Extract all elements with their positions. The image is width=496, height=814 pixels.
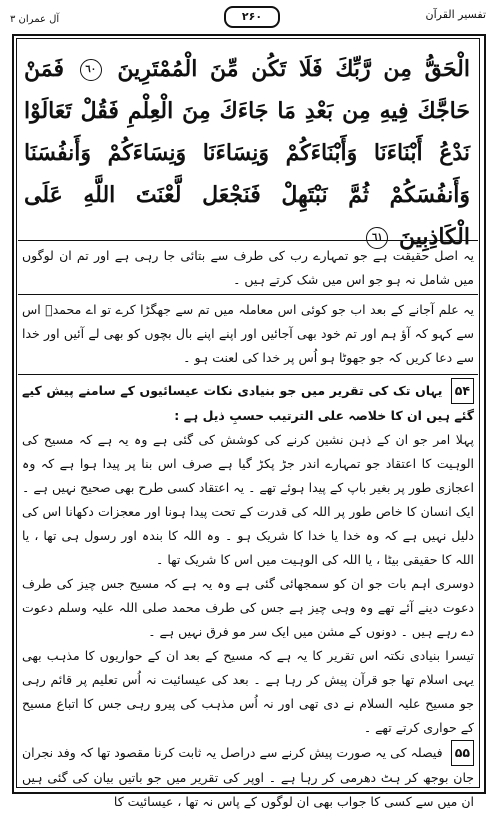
commentary (22, 378, 474, 814)
divider (18, 240, 478, 241)
translation-paragraph-2: یہ علم آجانے کے بعد اب جو کوئی اس معاملہ میں تم سے جھگڑا کرے تو اے محمدؐ اس سے کہو کہ آؤ ہم اور تم خود بھی آجائیں اور اپنے اپنے بال بچوں کو بھی لے آئیں اور خدا سے دعا کریں کہ جو جھوٹا ہو اُس پر خدا کی لعنت ہو ۔ (22, 302, 474, 365)
note-55-text: فیصلہ کی یہ صورت پیش کرنے سے دراصل یہ ثابت کرنا مقصود تھا کہ وفد نجران جان بوجھ کر ہٹ دھرمی کر رہا ہے ۔ اوپر کی تقریر میں جو باتیں بیان کی گئی ہیں ان میں سے کسی کا جواب بھی ان لوگوں کے پاس نہ تھا ، عیسائیت کا (22, 745, 474, 809)
note-54-body-3: تیسرا بنیادی نکتہ اس تقریر کا یہ ہے کہ مسیح کے بعد ان کے حواریوں کا مذہب بھی یہی اسلام تھا جو قرآن پیش کر رہا ہے ۔ بعد کی عیسائیت نہ اُس تعلیم پر قائم رہی جو مسیح علیہ السلام نے دی تھی اور نہ اُس مذہب کی پیرو رہی جس کا اتباع مسیح کے حواری کرتے تھے ۔ (22, 648, 474, 735)
arabic-verse-61: فَمَنْ حَاجَّكَ فِيهِ مِن بَعْدِ مَا جَاءَكَ مِنَ الْعِلْمِ فَقُلْ تَعَالَوْا نَدْعُ أَبْنَاءَنَا وَأَبْنَاءَكُمْ وَنِسَاءَنَا وَنِسَاءَكُمْ وَأَنفُسَنَا وَأَنفُسَكُمْ ثُمَّ نَبْتَهِلْ فَنَجْعَل لَّعْنَتَ اللَّهِ عَلَى الْكَاذِبِينَ (24, 56, 470, 250)
ayah-marker-60: ٦٠ (80, 59, 102, 81)
surah-name: آل عمران ۳ (10, 14, 60, 25)
translation-paragraph-1: یہ اصل حقیقت ہے جو تمہارے رب کی طرف سے بتائی جا رہی ہے اور تم ان لوگوں میں شامل نہ ہو جو اس میں شک کرتے ہیں ۔ (22, 248, 474, 287)
arabic-verses (24, 48, 470, 258)
arabic-verse-60: الْحَقُّ مِن رَّبِّكَ فَلَا تَكُن مِّنَ الْمُمْتَرِينَ (117, 56, 470, 82)
note-number-54: ۵۴ (451, 378, 474, 404)
note-54-body: پہلا امر جو ان کے ذہن نشین کرنے کی کوشش کی گئی ہے وہ یہ ہے کہ مسیح کی الوہیت کا اعتقاد جو تمہارے اندر جڑ پکڑ گیا ہے صرف اس بنا پر پیدا ہوا ہے کہ وہ اعجازی طور پر بغیر باپ کے پیدا ہوئے تھے ۔ یہ اعتقاد کسی طرح بھی صحیح نہیں ہے ۔ ایک انسان کا خاص طور پر اللہ کی قدرت کے تحت پیدا ہونا اور معجزات دکھانا اس کی دلیل نہیں ہے کہ وہ خدا یا خدا کا شریک ہو ۔ وہ اللہ کا بندہ اور رسول ہی تھا ، یا اللہ کا حقیقی بیٹا ، یا اللہ کی الوہیت میں اس کا شریک تھا ۔ (22, 432, 474, 567)
note-number-55: ۵۵ (451, 740, 474, 766)
divider (18, 294, 478, 295)
translation-block (22, 244, 474, 292)
note-54-body-2: دوسری اہم بات جو ان کو سمجھائی گئی ہے وہ یہ ہے کہ مسیح جس چیز کی طرف دعوت دینے آئے تھے وہ وہی چیز ہے جس کی طرف محمد صلی اللہ علیہ وسلم دعوت دے رہے ہیں ۔ دونوں کے مشن میں ایک سر مو فرق نہیں ہے ۔ (22, 576, 474, 639)
translation-block-2 (22, 298, 474, 370)
page-header (6, 4, 490, 30)
ayah-marker-61: ٦١ (366, 227, 388, 249)
divider (18, 374, 478, 375)
page (6, 4, 490, 809)
page-number: ۲۶۰ (224, 6, 280, 28)
note-54-intro: یہاں تک کی تقریر میں جو بنیادی نکات عیسائیوں کے سامنے پیش کیے گئے ہیں ان کا خلاصہ علی الترتیب حسبِ ذیل ہے : (22, 383, 474, 423)
book-title: تفسیر القرآن (425, 8, 486, 21)
